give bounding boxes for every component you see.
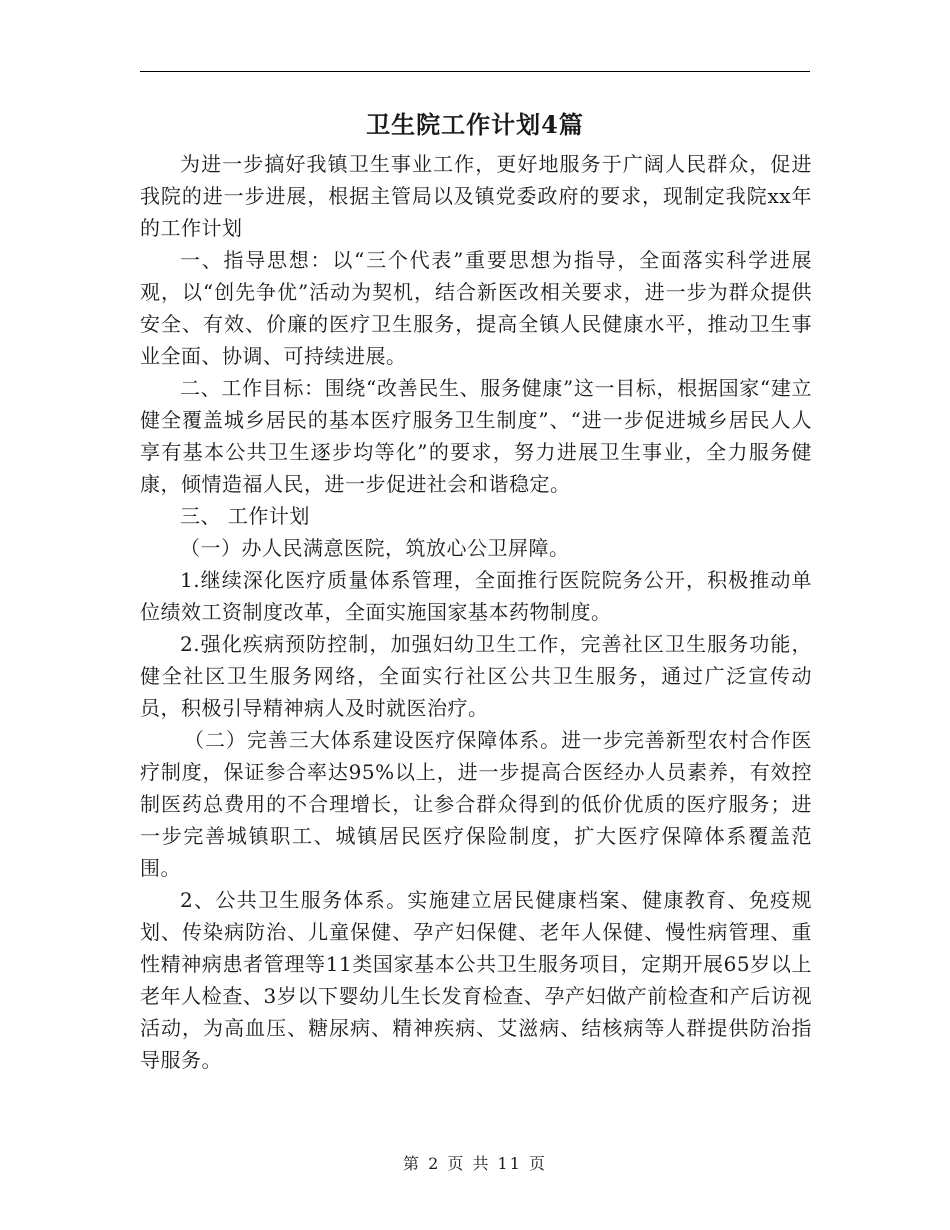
header-rule	[140, 71, 810, 72]
document-body	[140, 148, 812, 1076]
paragraph-guiding-thought: 一、指导思想：以“三个代表”重要思想为指导，全面落实科学进展观，以“创先争优”活动为契机，结合新医改相关要求，进一步为群众提供安全、有效、价廉的医疗卫生服务，提高全镇人民健康水平，推动卫生事业全面、协调、可持续进展。	[140, 248, 812, 368]
page-number: 第 2 页 共 11 页	[403, 1154, 547, 1173]
paragraph-subheading-1: （一）办人民满意医院，筑放心公卫屏障。	[180, 536, 570, 560]
paragraph-work-plan-heading: 三、 工作计划	[180, 504, 310, 528]
paragraph-item-1: 1.继续深化医疗质量体系管理，全面推行医院院务公开，积极推动单位绩效工资制度改革，全面实施国家基本药物制度。	[140, 568, 812, 624]
paragraph-work-goal: 二、工作目标：围绕“改善民生、服务健康”这一目标，根据国家“建立健全覆盖城乡居民的基本医疗服务卫生制度”、“进一步促进城乡居民人人享有基本公共卫生逐步均等化”的要求，努力进展卫生事业，全力服务健康，倾情造福人民，进一步促进社会和谐稳定。	[140, 376, 812, 496]
paragraph-public-health: 2、公共卫生服务体系。实施建立居民健康档案、健康教育、免疫规划、传染病防治、儿童保健、孕产妇保健、老年人保健、慢性病管理、重性精神病患者管理等11类国家基本公共卫生服务项目，定期开展65岁以上老年人检查、3岁以下婴幼儿生长发育检查、孕产妇做产前检查和产后访视活动，为高血压、糖尿病、精神疾病、艾滋病、结核病等人群提供防治指导服务。	[140, 888, 812, 1072]
paragraph-subheading-2: （二）完善三大体系建设医疗保障体系。进一步完善新型农村合作医疗制度，保证参合率达95%以上，进一步提高合医经办人员素养，有效控制医药总费用的不合理增长，让参合群众得到的低价优质的医疗服务；进一步完善城镇职工、城镇居民医疗保险制度，扩大医疗保障体系覆盖范围。	[140, 728, 812, 880]
paragraph-item-2: 2.强化疾病预防控制，加强妇幼卫生工作，完善社区卫生服务功能，健全社区卫生服务网络，全面实行社区公共卫生服务，通过广泛宣传动员，积极引导精神病人及时就医治疗。	[140, 632, 812, 720]
paragraph-intro: 为进一步搞好我镇卫生事业工作，更好地服务于广阔人民群众，促进我院的进一步进展，根据主管局以及镇党委政府的要求，现制定我院xx年的工作计划	[140, 152, 812, 240]
document-title: 卫生院工作计划4篇	[366, 110, 584, 139]
